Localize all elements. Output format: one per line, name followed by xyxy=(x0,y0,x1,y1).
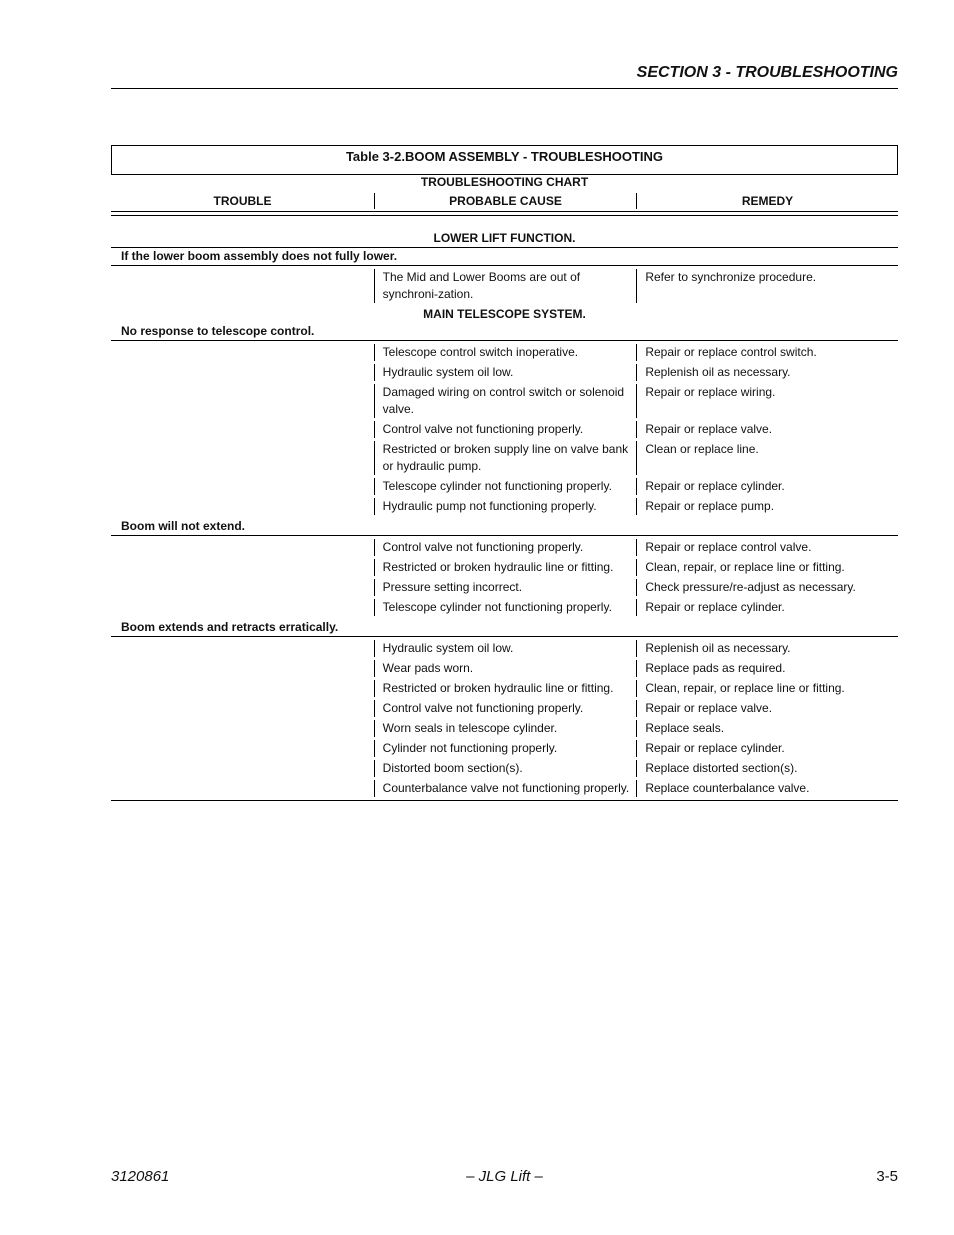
trouble-cell xyxy=(111,478,375,495)
cause-cell: Counterbalance valve not functioning properly. xyxy=(375,780,638,797)
cause-cell: Wear pads worn. xyxy=(375,660,638,677)
table-row xyxy=(111,680,898,700)
page-number: 3-5 xyxy=(876,1168,898,1185)
cause-cell: Control valve not functioning properly. xyxy=(375,421,638,438)
remedy-cell: Repair or replace cylinder. xyxy=(645,479,785,493)
trouble-cell xyxy=(111,599,375,616)
remedy-cell: Replace pads as required. xyxy=(645,661,786,675)
column-header-trouble: TROUBLE xyxy=(111,193,375,209)
table-row xyxy=(111,660,898,680)
table-row xyxy=(111,559,898,579)
table-row xyxy=(111,266,898,306)
remedy-cell: Repair or replace control switch. xyxy=(645,345,817,359)
remedy-cell: Repair or replace control valve. xyxy=(645,540,812,554)
cause-cell: Telescope cylinder not functioning properly. xyxy=(375,478,638,495)
trouble-cell xyxy=(111,364,375,381)
cause-cell: Hydraulic system oil low. xyxy=(375,364,638,381)
trouble-cell xyxy=(111,760,375,777)
table-row xyxy=(111,478,898,498)
remedy-cell: Repair or replace wiring. xyxy=(645,385,776,399)
trouble-cell xyxy=(111,421,375,438)
remedy-cell: Clean or replace line. xyxy=(645,442,759,456)
cause-cell: Restricted or broken hydraulic line or fitting. xyxy=(375,680,638,697)
table-row xyxy=(111,720,898,740)
trouble-cell xyxy=(111,660,375,677)
remedy-cell: Repair or replace cylinder. xyxy=(645,741,785,755)
cause-cell: Damaged wiring on control switch or solenoid valve. xyxy=(375,384,638,418)
table-bottom-rule xyxy=(111,800,898,801)
remedy-cell: Check pressure/re-adjust as necessary. xyxy=(645,580,856,594)
table-title: Table 3-2.BOOM ASSEMBLY - TROUBLESHOOTING xyxy=(111,145,898,175)
remedy-cell: Replace distorted section(s). xyxy=(645,761,798,775)
table-row xyxy=(111,780,898,800)
doc-number: 3120861 xyxy=(111,1168,170,1185)
table-row xyxy=(111,760,898,780)
table-row xyxy=(111,364,898,384)
cause-cell: Cylinder not functioning properly. xyxy=(375,740,638,757)
trouble-cell xyxy=(111,780,375,797)
remedy-cell: Refer to synchronize procedure. xyxy=(645,270,817,284)
column-header-remedy: REMEDY xyxy=(741,194,794,208)
footer-brand: – JLG Lift – xyxy=(466,1168,543,1185)
header-rule xyxy=(111,88,898,89)
cause-cell: Telescope control switch inoperative. xyxy=(375,344,638,361)
trouble-cell xyxy=(111,344,375,361)
cause-cell: Restricted or broken hydraulic line or fitting. xyxy=(375,559,638,576)
cause-cell: Telescope cylinder not functioning properly. xyxy=(375,599,638,616)
section-header: SECTION 3 - TROUBLESHOOTING xyxy=(636,64,898,81)
cause-cell: Hydraulic system oil low. xyxy=(375,640,638,657)
remedy-cell: Clean, repair, or replace line or fitting. xyxy=(645,560,845,574)
remedy-cell: Replenish oil as necessary. xyxy=(645,641,791,655)
table-row xyxy=(111,700,898,720)
section-title: LOWER LIFT FUNCTION. xyxy=(111,214,898,248)
trouble-row: If the lower boom assembly does not fully lower. xyxy=(111,248,898,266)
cause-cell: Hydraulic pump not functioning properly. xyxy=(375,498,638,515)
table-row xyxy=(111,599,898,619)
chart-label: TROUBLESHOOTING CHART xyxy=(420,175,589,189)
cause-cell: Distorted boom section(s). xyxy=(375,760,638,777)
trouble-row: Boom extends and retracts erratically. xyxy=(111,619,898,637)
trouble-row: No response to telescope control. xyxy=(111,323,898,341)
table-row xyxy=(111,637,898,660)
table-row xyxy=(111,341,898,364)
remedy-cell: Repair or replace pump. xyxy=(645,499,775,513)
trouble-cell xyxy=(111,441,375,475)
trouble-cell xyxy=(111,539,375,556)
remedy-cell: Repair or replace valve. xyxy=(645,701,773,715)
trouble-cell xyxy=(111,498,375,515)
remedy-cell: Clean, repair, or replace line or fitting. xyxy=(645,681,845,695)
trouble-cell xyxy=(111,720,375,737)
trouble-cell xyxy=(111,579,375,596)
table-row xyxy=(111,441,898,478)
table-row xyxy=(111,498,898,518)
trouble-row: Boom will not extend. xyxy=(111,518,898,536)
remedy-cell: Repair or replace valve. xyxy=(645,422,773,436)
trouble-cell xyxy=(111,700,375,717)
remedy-cell: Replace counterbalance valve. xyxy=(645,781,810,795)
trouble-cell xyxy=(111,680,375,697)
table-row xyxy=(111,740,898,760)
trouble-cell xyxy=(111,640,375,657)
table-row xyxy=(111,536,898,559)
remedy-cell: Replenish oil as necessary. xyxy=(645,365,791,379)
cause-cell: Control valve not functioning properly. xyxy=(375,700,638,717)
section-title: MAIN TELESCOPE SYSTEM. xyxy=(423,307,586,321)
cause-cell: Pressure setting incorrect. xyxy=(375,579,638,596)
cause-cell: Control valve not functioning properly. xyxy=(375,539,638,556)
troubleshooting-rows xyxy=(111,214,898,800)
remedy-cell: Replace seals. xyxy=(645,721,725,735)
cause-cell: Worn seals in telescope cylinder. xyxy=(375,720,638,737)
table-row xyxy=(111,579,898,599)
trouble-cell xyxy=(111,740,375,757)
cause-cell: The Mid and Lower Booms are out of synchroni-zation. xyxy=(375,269,638,303)
trouble-cell xyxy=(111,269,375,303)
table-row xyxy=(111,421,898,441)
trouble-cell xyxy=(111,559,375,576)
table-row xyxy=(111,384,898,421)
cause-cell: Restricted or broken supply line on valve bank or hydraulic pump. xyxy=(375,441,638,475)
trouble-cell xyxy=(111,384,375,418)
remedy-cell: Repair or replace cylinder. xyxy=(645,600,785,614)
column-header-cause: PROBABLE CAUSE xyxy=(375,193,637,209)
